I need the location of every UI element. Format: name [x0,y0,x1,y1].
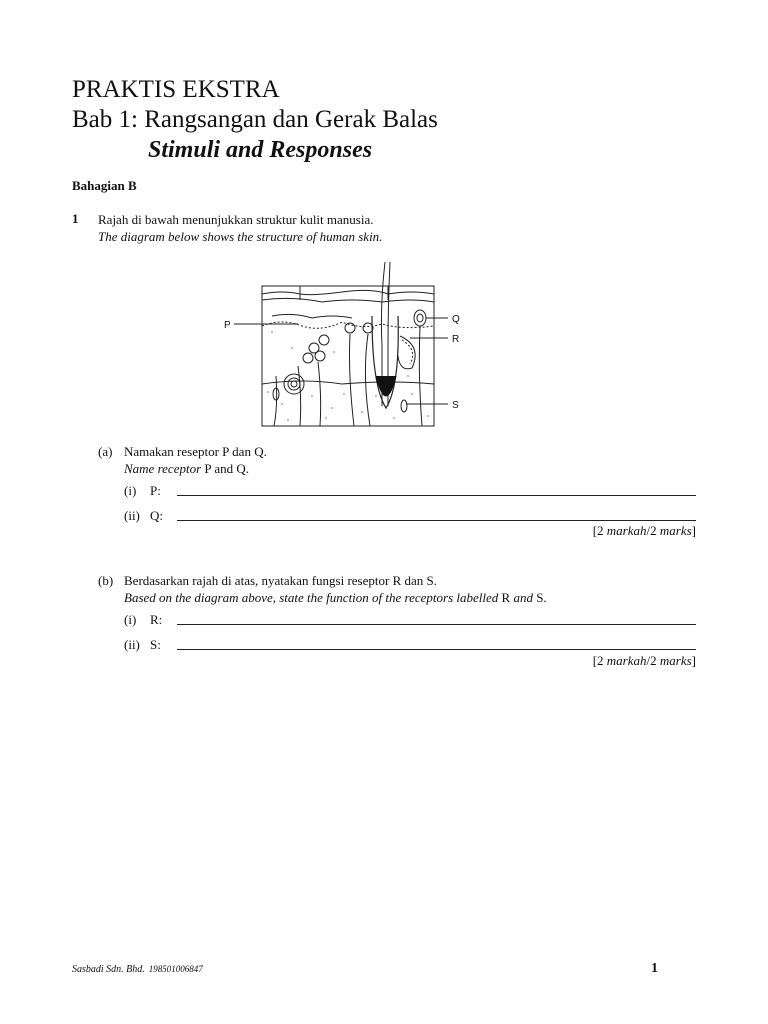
worksheet-title: PRAKTIS EKSTRA [72,76,280,103]
answer-label-b-ii: (ii) [124,637,140,652]
part-b-text-ms: Berdasarkan rajah di atas, nyatakan fungsi reseptor R dan S. [124,573,437,588]
part-a-marks: [2 markah/2 marks] [592,523,696,538]
label-r: R [452,334,460,345]
answer-line-s[interactable] [177,649,696,650]
part-a-text-ms: Namakan reseptor P dan Q. [124,444,267,459]
part-a-text-en: Name receptor P and Q. [124,461,250,476]
question-text-en: The diagram below shows the structure of human skin. [98,229,383,244]
chapter-title-en: Stimuli and Responses [148,137,373,163]
question-number: 1 [72,211,79,226]
answer-key-p: P: [150,483,161,498]
label-p: P [224,320,231,331]
page-number: 1 [651,961,658,976]
skin-structure-illustration [222,256,468,430]
part-a-text [124,443,267,477]
question-text-ms: Rajah di bawah menunjukkan struktur kulit manusia. [98,212,374,227]
answer-key-s: S: [150,637,161,652]
footer-publisher [72,964,203,975]
answer-key-q: Q: [150,508,163,523]
answer-key-r: R: [150,612,163,627]
answer-label-a-ii: (ii) [124,508,140,523]
publisher-name: Sasbadi Sdn. Bhd. [72,964,145,975]
answer-label-b-i: (i) [124,612,137,627]
chapter-title: Bab 1: Rangsangan dan Gerak Balas [72,106,438,133]
part-b-marks: [2 markah/2 marks] [592,653,696,668]
question-stem [98,211,382,245]
part-b-text-en: Based on the diagram above, state the function of the receptors labelled R and S. [124,590,547,605]
part-a-label: (a) [98,444,113,459]
registration-number: 198501006847 [148,964,203,974]
answer-line-p[interactable] [177,495,696,496]
part-b-label: (b) [98,573,114,588]
section-heading: Bahagian B [72,178,137,193]
answer-line-r[interactable] [177,624,696,625]
label-q: Q [452,314,460,325]
skin-diagram [222,256,468,430]
answer-label-a-i: (i) [124,483,137,498]
part-b-text [124,572,547,606]
answer-line-q[interactable] [177,520,696,521]
label-s: S [452,400,459,411]
